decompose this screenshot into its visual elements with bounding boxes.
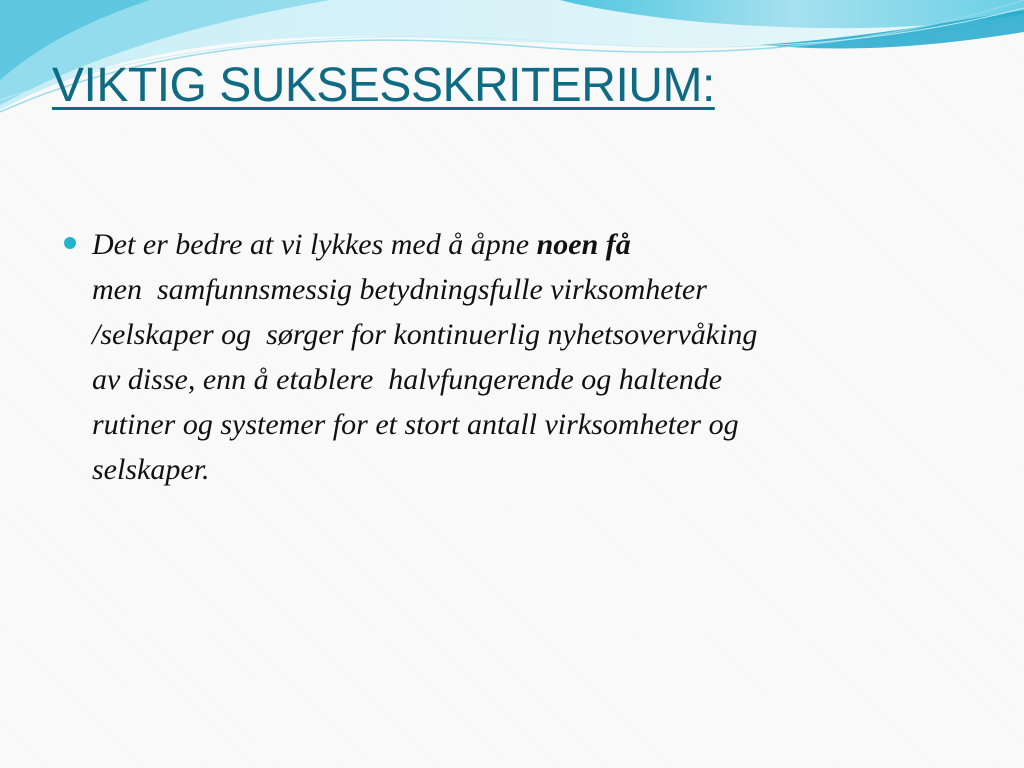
slide-body	[64, 222, 964, 492]
bullet-line-1-emphasis: noen få	[536, 228, 631, 261]
bullet-line-3: /selskaper og sørger for kontinuerlig nyhetsovervåking	[92, 318, 758, 351]
bullet-dot-icon	[64, 237, 76, 249]
bullet-item	[64, 222, 964, 492]
bullet-line-1	[92, 222, 964, 267]
bullet-line-1-text: Det er bedre at vi lykkes med å åpne	[92, 228, 537, 261]
bullet-line-4: av disse, enn å etablere halvfungerende og haltende	[92, 363, 723, 396]
bullet-line-6: selskaper.	[92, 453, 210, 486]
bullet-line-2: men samfunnsmessig betydningsfulle virksomheter	[92, 273, 707, 306]
bullet-line-5: rutiner og systemer for et stort antall virksomheter og	[92, 408, 739, 441]
slide-title: VIKTIG SUKSESSKRITERIUM:	[52, 59, 715, 112]
